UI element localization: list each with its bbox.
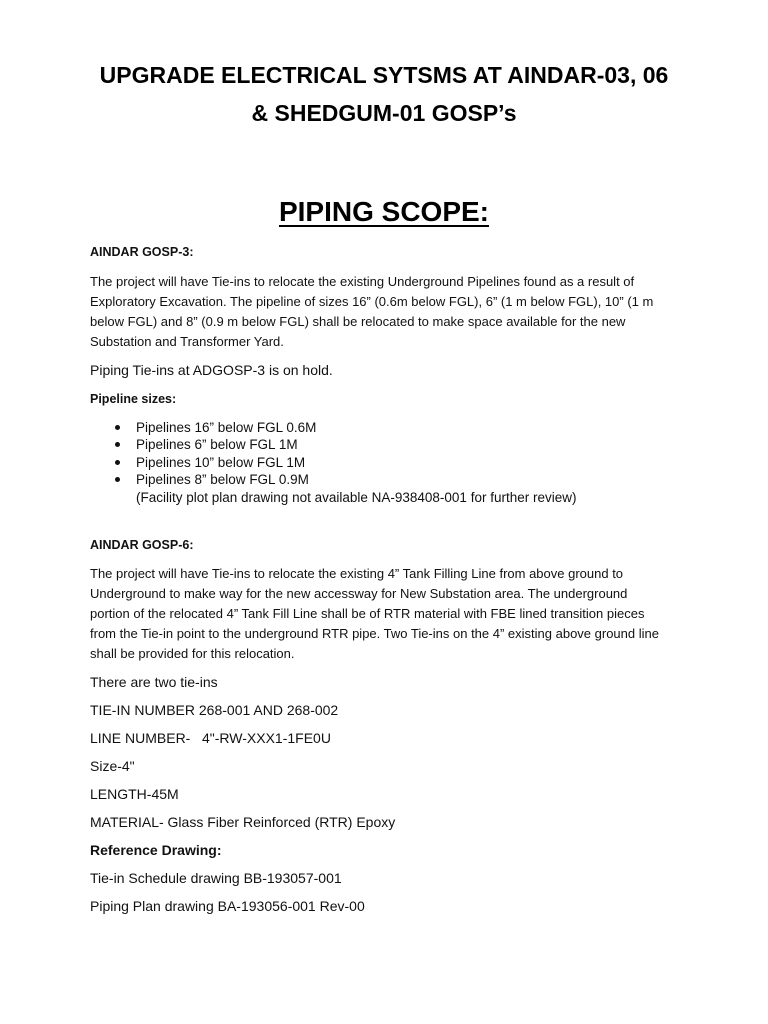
material-value: MATERIAL- Glass Fiber Reinforced (RTR) Epoxy bbox=[90, 814, 396, 830]
list-item: Pipelines 10” below FGL 1M bbox=[113, 454, 576, 471]
document-title bbox=[60, 56, 708, 132]
pipelines-note: (Facility plot plan drawing not available NA-938408-001 for further review) bbox=[136, 489, 577, 505]
list-item: Pipelines 16” below FGL 0.6M bbox=[113, 419, 576, 436]
title-line-2: & SHEDGUM-01 GOSP’s bbox=[251, 100, 517, 126]
paragraph-line: below FGL) and 8” (0.9 m below FGL) shall be relocated to make space available for the new bbox=[90, 314, 626, 329]
tiein-number: TIE-IN NUMBER 268-001 AND 268-002 bbox=[90, 702, 339, 718]
tieins-count: There are two tie-ins bbox=[90, 674, 218, 690]
paragraph-line: shall be provided for this relocation. bbox=[90, 646, 295, 661]
reference-drawing-label: Reference Drawing: bbox=[90, 842, 222, 858]
line-number: LINE NUMBER- 4"-RW-XXX1-1FE0U bbox=[90, 730, 331, 746]
list-item: Pipelines 8” below FGL 0.9M (Facility plot plan drawing not available NA-938408-001 for further review) bbox=[113, 471, 576, 506]
size-value: Size-4" bbox=[90, 758, 135, 774]
paragraph-line: Exploratory Excavation. The pipeline of sizes 16” (0.6m below FGL), 6” (1 m below FGL), 10” (1 m bbox=[90, 294, 654, 309]
paragraph-line: Underground to make way for the new accessway for New Substation area. The underground bbox=[90, 586, 628, 601]
bullet-icon bbox=[115, 460, 120, 465]
pipeline-list bbox=[113, 419, 576, 506]
tiein-schedule-drawing: Tie-in Schedule drawing BB-193057-001 bbox=[90, 870, 342, 886]
aindar6-paragraph bbox=[90, 564, 659, 664]
piping-scope-heading: PIPING SCOPE: bbox=[278, 196, 490, 227]
aindar-gosp6-label: AINDAR GOSP-6: bbox=[90, 538, 194, 552]
bullet-icon bbox=[115, 442, 120, 447]
list-item: Pipelines 6” below FGL 1M bbox=[113, 436, 576, 453]
bullet-icon bbox=[115, 425, 120, 430]
paragraph-line: Substation and Transformer Yard. bbox=[90, 334, 284, 349]
aindar-gosp3-label: AINDAR GOSP-3: bbox=[90, 245, 194, 259]
pipeline-sizes-label: Pipeline sizes: bbox=[90, 392, 177, 406]
title-line-1: UPGRADE ELECTRICAL SYTSMS AT AINDAR-03, 06 bbox=[99, 62, 669, 88]
piping-plan-drawing: Piping Plan drawing BA-193056-001 Rev-00 bbox=[90, 898, 365, 914]
hold-note: Piping Tie-ins at ADGOSP-3 is on hold. bbox=[90, 362, 333, 378]
paragraph-line: from the Tie-in point to the underground RTR pipe. Two Tie-ins on the 4” existing above ground line bbox=[90, 626, 659, 641]
aindar3-paragraph bbox=[90, 272, 653, 352]
paragraph-line: portion of the relocated 4” Tank Fill Line shall be of RTR material with FBE lined transition pieces bbox=[90, 606, 645, 621]
bullet-icon bbox=[115, 477, 120, 482]
paragraph-line: The project will have Tie-ins to relocate the existing Underground Pipelines found as a result of bbox=[90, 274, 635, 289]
length-value: LENGTH-45M bbox=[90, 786, 179, 802]
paragraph-line: The project will have Tie-ins to relocate the existing 4” Tank Filling Line from above ground to bbox=[90, 566, 624, 581]
